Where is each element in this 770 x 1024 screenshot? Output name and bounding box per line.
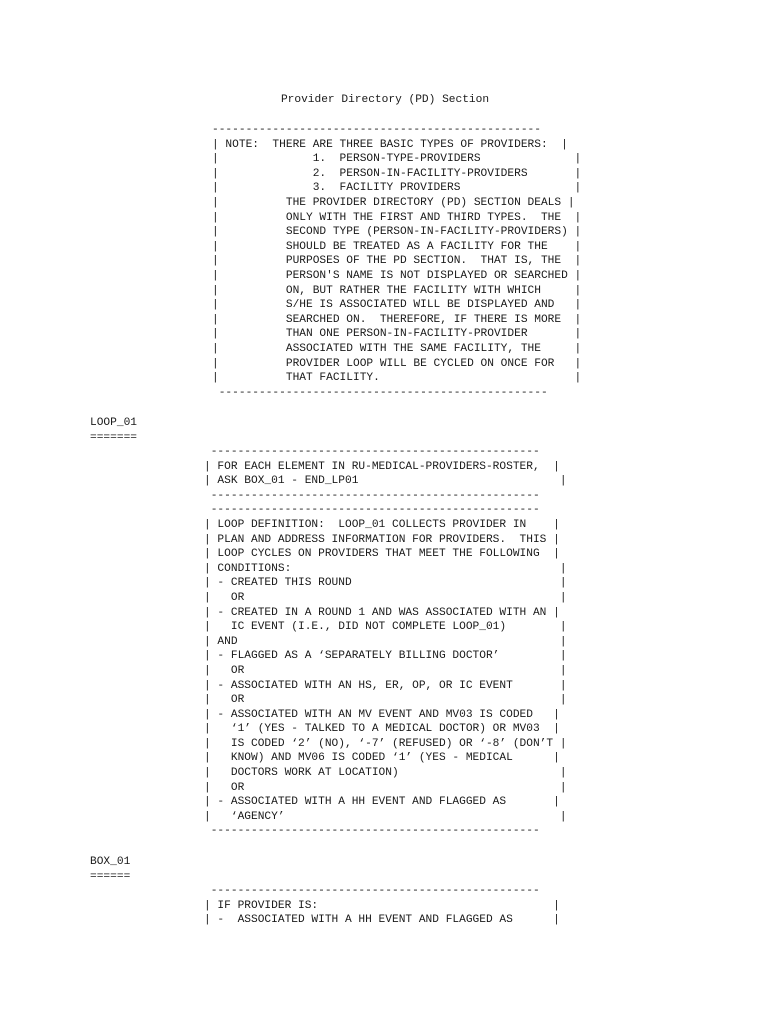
box-01-condition-box: ------------------------------------------------- | IF PROVIDER IS: | | - ASSOCIATED WITH A HH EVENT AND FLAGGED AS | [204,885,560,927]
loop-01-definition-box: ------------------------------------------------- | FOR EACH ELEMENT IN RU-MEDICAL-PROVIDERS-ROSTER, | | ASK BOX_01 - END_LP01 | ------------------------------------------------- ------------------------------------------------- | LOOP DEFINITION: LOOP_01 COLLECTS PROVIDER IN | | PLAN AND ADDRESS INFORMATION FOR PROVIDERS. THIS | | LOOP CYCLES ON PROVIDERS THAT MEET THE FOLLOWING | | CONDITIONS: | | - CREATED THIS ROUND | | OR | | - CREATED IN A ROUND 1 AND WAS ASSOCIATED WITH AN | | IC EVENT (I.E., DID NOT COMPLETE LOOP_01) | | AND | | - FLAGGED AS A ‘SEPARATELY BILLING DOCTOR’ | | OR | | - ASSOCIATED WITH AN HS, ER, OP, OR IC EVENT | | OR | | - ASSOCIATED WITH AN MV EVENT AND MV03 IS CODED | | ‘1’ (YES - TALKED TO A MEDICAL DOCTOR) OR MV03 | | IS CODED ‘2’ (NO), ‘-7’ (REFUSED) OR ‘-8’ (DON’T | | KNOW) AND MV06 IS CODED ‘1’ (YES - MEDICAL | | DOCTORS WORK AT LOCATION) | | OR | | - ASSOCIATED WITH A HH EVENT AND FLAGGED AS | | ‘AGENCY’ | ------------------------------------------------- [204,446,567,838]
box-01-heading: BOX_01 ====== [90,856,131,883]
loop-01-heading: LOOP_01 ======= [90,417,137,444]
note-box: ------------------------------------------------- | NOTE: THERE ARE THREE BASIC TYPES OF PROVIDERS: | | 1. PERSON-TYPE-PROVIDERS | | 2. PERSON-IN-FACILITY-PROVIDERS | | 3. FACILITY PROVIDERS | | THE PROVIDER DIRECTORY (PD) SECTION DEALS | | ONLY WITH THE FIRST AND THIRD TYPES. THE | | SECOND TYPE (PERSON-IN-FACILITY-PROVIDERS) | | SHOULD BE TREATED AS A FACILITY FOR THE | | PURPOSES OF THE PD SECTION. THAT IS, THE | | PERSON'S NAME IS NOT DISPLAYED OR SEARCHED | | ON, BUT RATHER THE FACILITY WITH WHICH | | S/HE IS ASSOCIATED WILL BE DISPLAYED AND | | SEARCHED ON. THEREFORE, IF THERE IS MORE | | THAN ONE PERSON-IN-FACILITY-PROVIDER | | ASSOCIATED WITH THE SAME FACILITY, THE | | PROVIDER LOOP WILL BE CYCLED ON ONCE FOR | | THAT FACILITY. | ------------------------------------------------- [212,124,582,399]
page-title: Provider Directory (PD) Section [280,94,490,106]
